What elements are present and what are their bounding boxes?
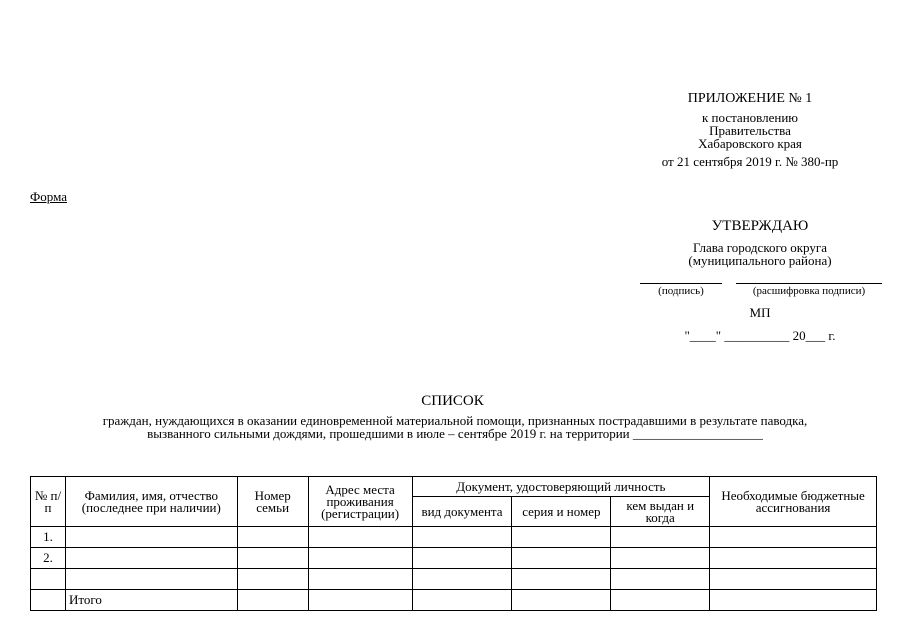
table-cell [237, 527, 308, 548]
table-cell [710, 527, 877, 548]
header-name: Фамилия, имя, отчество (последнее при наличии) [65, 477, 237, 527]
header-doc-series: серия и номер [512, 497, 611, 527]
header-budget: Необходимые бюджетные ассигнования [710, 477, 877, 527]
table-cell [412, 569, 512, 590]
annex-line-2: Правительства [709, 123, 791, 138]
table-cell [611, 569, 710, 590]
header-document: Документ, удостоверяющий личность [412, 477, 710, 497]
table-cell [237, 548, 308, 569]
signature-decoding-line [736, 283, 882, 284]
table-cell [512, 569, 611, 590]
header-num: № п/п [31, 477, 66, 527]
table-cell [237, 569, 308, 590]
table-cell [237, 590, 308, 611]
header-doc-issued: кем выдан и когда [611, 497, 710, 527]
signature-decoding-caption: (расшифровка подписи) [752, 285, 866, 297]
table-cell [710, 590, 877, 611]
table-cell [710, 569, 877, 590]
approval-line-1: Глава городского округа [693, 240, 827, 255]
header-family: Номер семьи [237, 477, 308, 527]
approval-line-2: (муниципального района) [688, 253, 832, 268]
table-cell [412, 527, 512, 548]
table-cell [611, 527, 710, 548]
table-cell [65, 548, 237, 569]
annex-line-3: Хабаровского края [698, 136, 802, 151]
table-cell [512, 548, 611, 569]
approval-title: УТВЕРЖДАЮ [711, 218, 809, 234]
form-label: Форма [30, 189, 67, 204]
list-description [30, 414, 880, 440]
list-title: СПИСОК [421, 393, 484, 409]
row-number [31, 569, 66, 590]
table-cell [308, 548, 412, 569]
table-cell [710, 548, 877, 569]
row-number: 1. [31, 527, 66, 548]
table-row [31, 548, 877, 569]
table-cell [512, 590, 611, 611]
row-number: 2. [31, 548, 66, 569]
table-cell [308, 590, 412, 611]
table-cell [65, 569, 237, 590]
stamp-label: МП [749, 305, 771, 320]
table-cell [611, 590, 710, 611]
header-doc-type: вид документа [412, 497, 512, 527]
citizens-table [30, 476, 877, 611]
table-total-row [31, 590, 877, 611]
header-address: Адрес места проживания (регистрации) [308, 477, 412, 527]
table-row [31, 527, 877, 548]
table-cell [65, 527, 237, 548]
total-label: Итого [65, 590, 237, 611]
table-cell [611, 548, 710, 569]
signature-line [640, 283, 722, 284]
annex-title: ПРИЛОЖЕНИЕ № 1 [687, 91, 813, 106]
table-cell [512, 527, 611, 548]
list-description-line-2: вызванного сильными дождями, прошедшими в июле – сентябре 2019 г. на территории ____________________ [147, 426, 763, 441]
annex-date: от 21 сентября 2019 г. № 380-пр [661, 154, 839, 169]
table-cell [308, 569, 412, 590]
table-cell [412, 590, 512, 611]
table-row [31, 569, 877, 590]
signature-caption: (подпись) [658, 285, 704, 297]
table-cell [308, 527, 412, 548]
approval-date-line: "____" __________ 20___ г. [684, 328, 836, 343]
annex-line-1: к постановлению [701, 110, 799, 125]
table-cell [412, 548, 512, 569]
list-description-line-1: граждан, нуждающихся в оказании единовременной материальной помощи, признанных пострадавшими в результате паводка, [102, 413, 808, 428]
table-cell [31, 590, 66, 611]
